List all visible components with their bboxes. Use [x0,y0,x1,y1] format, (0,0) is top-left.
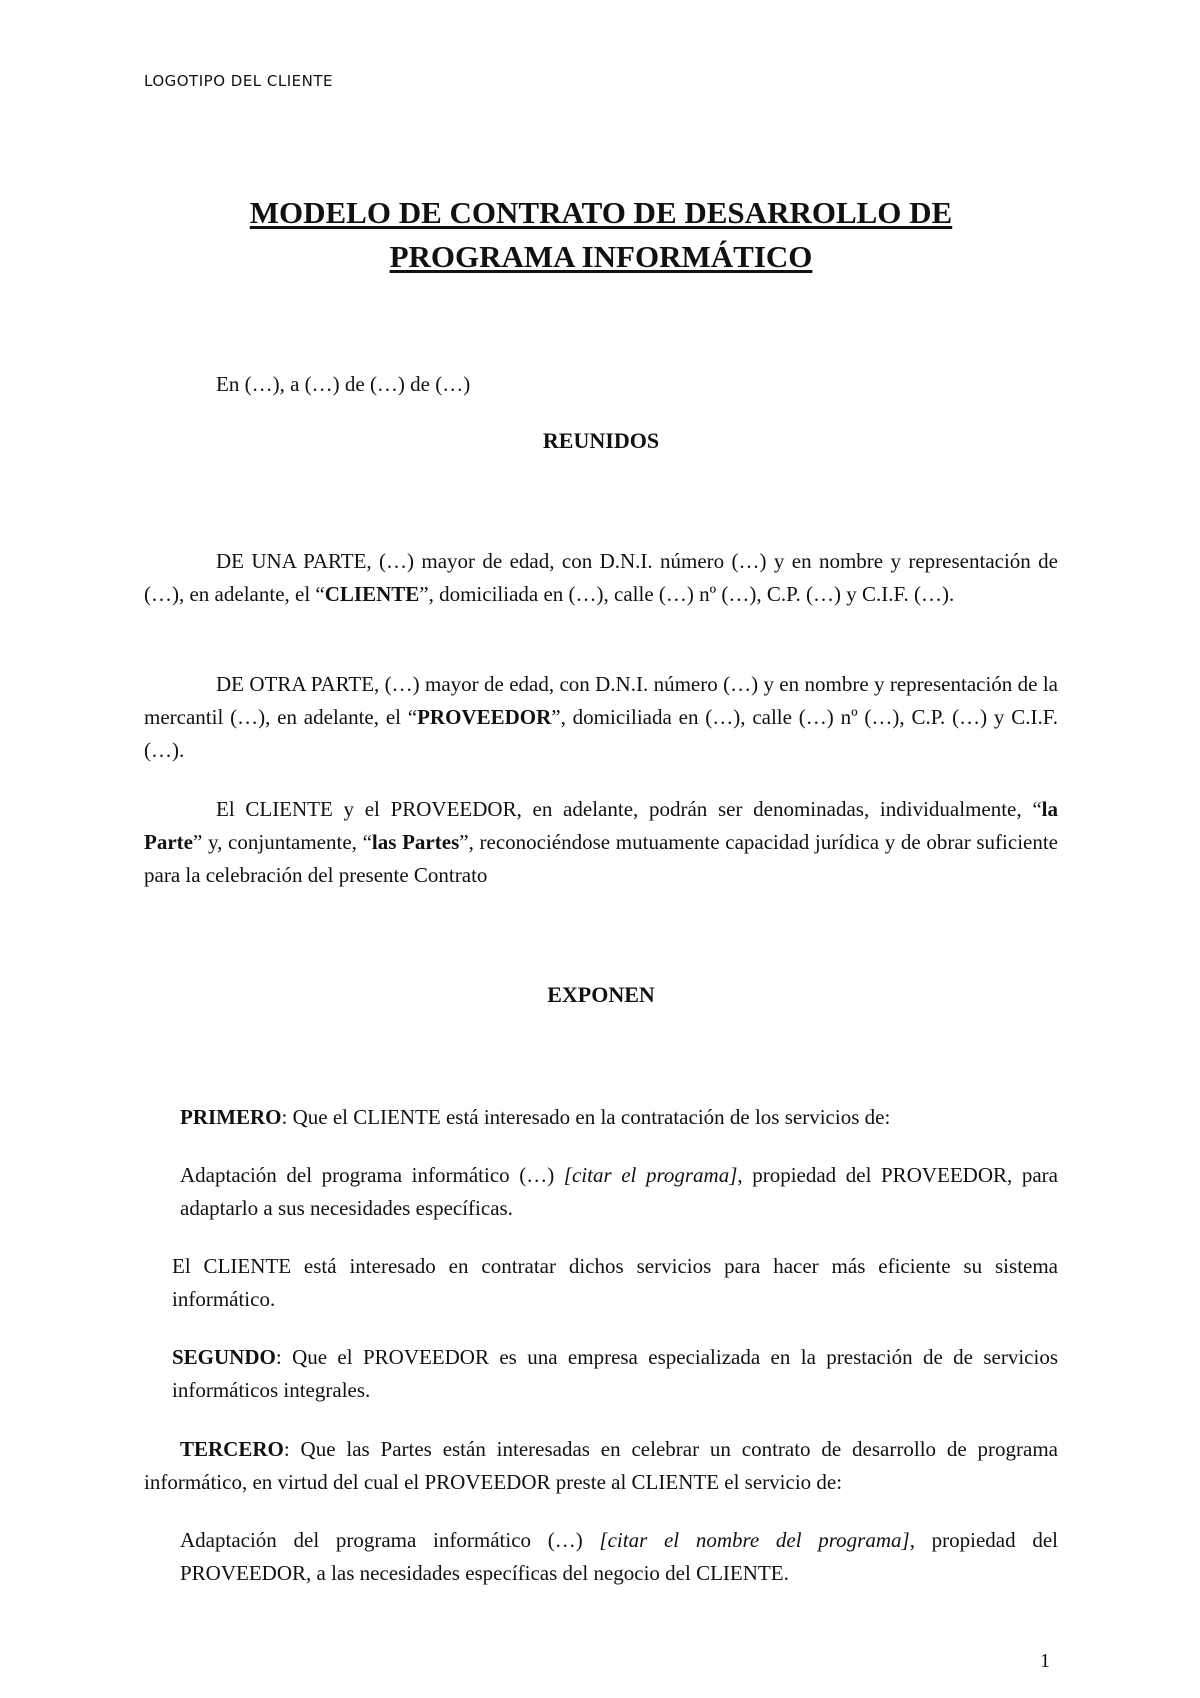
parties-definition-paragraph: El CLIENTE y el PROVEEDOR, en adelante, podrán ser denominadas, individualmente, “la Parte” y, conjuntamente, “las Partes”, reconociéndose mutuamente capacidad jurídica y de obrar suficiente para la celebración del presente Contrato [144,797,1058,887]
date-line: En (…), a (…) de (…) de (…) [216,372,471,396]
primero-paragraph: PRIMERO: Que el CLIENTE está interesado en la contratación de los servicios de: [180,1105,891,1129]
document-title-line-2: PROGRAMA INFORMÁTICO [389,239,813,274]
client-logo-placeholder: LOGOTIPO DEL CLIENTE [144,72,334,90]
tercero-paragraph: TERCERO: Que las Partes están interesadas en celebrar un contrato de desarrollo de programa informático, en virtud del cual el PROVEEDOR preste al CLIENTE el servicio de: [144,1437,1058,1494]
tercero-detail-paragraph: Adaptación del programa informático (…) [citar el nombre del programa], propiedad del PROVEEDOR, a las necesidades específicas del negocio del CLIENTE. [180,1528,1058,1585]
party-client-paragraph: DE UNA PARTE, (…) mayor de edad, con D.N.I. número (…) y en nombre y representación de (…), en adelante, el “CLIENTE”, domiciliada en (…), calle (…) nº (…), C.P. (…) y C.I.F. (…). [144,549,1058,606]
party-provider-paragraph: DE OTRA PARTE, (…) mayor de edad, con D.N.I. número (…) y en nombre y representación de la mercantil (…), en adelante, el “PROVEEDOR”, domiciliada en (…), calle (…) nº (…), C.P. (…) y C.I.F. (…). [144,672,1058,762]
exponen-heading: EXPONEN [547,982,655,1007]
page-number: 1 [1040,1650,1050,1672]
document-title [144,191,1058,279]
segundo-paragraph: SEGUNDO: Que el PROVEEDOR es una empresa especializada en la prestación de de servicios informáticos integrales. [172,1345,1058,1402]
primero-detail-paragraph: Adaptación del programa informático (…) [citar el programa], propiedad del PROVEEDOR, para adaptarlo a sus necesidades específicas. [180,1163,1058,1220]
client-interest-paragraph: El CLIENTE está interesado en contratar dichos servicios para hacer más eficiente su sistema informático. [172,1254,1058,1311]
document-title-line-1: MODELO DE CONTRATO DE DESARROLLO DE [249,195,953,230]
reunidos-heading: REUNIDOS [542,428,660,453]
